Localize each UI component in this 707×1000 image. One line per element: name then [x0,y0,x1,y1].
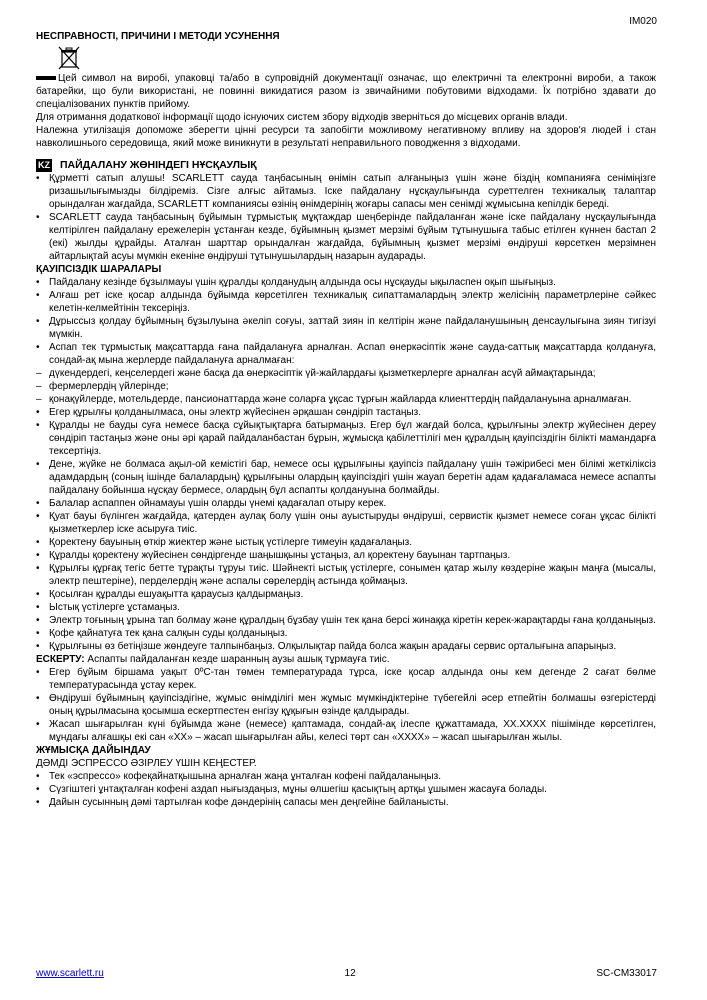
model-number: SC-CM33017 [596,968,657,979]
list-marker: • [36,641,40,652]
tips-title: ДӘМДІ ЭСПРЕССО ӘЗІРЛЕУ ҮШІН КЕҢЕСТЕР. [36,758,257,769]
intro-list [36,172,656,263]
list-item-text: қонақүйлерде, мотельдерде, пансионаттарда және соларға ұқсас тұрғын жайларда клиенттердің пайдалануына арналмаған. [49,394,632,405]
list-item-text: Құралды не бауды суға немесе басқа сұйықтықтарға батырмаңыз. Егер бұл жағдай болса, құрылғыны электр жүйесінен дереу сөндіріп тастаңыз және оны әрі қарай пайдаланбастан бұрын, жұмысқа қабілеттілігі мен құралдың қауіпсіздігін білікті мамандарға тексертіңіз. [49,420,656,457]
list-marker: • [36,784,40,795]
list-item-text: Жасап шығарылған күні бұйымда және (немесе) қаптамада, сондай-ақ ілеспе құжаттамада, XX.XXXX пішімінде көрсетілген, мұндағы алғашқы екі сан «XX» – жасап шығарылған айы, келесі төрт сан «XXXX» – жасап шығарылған жылы. [49,719,656,743]
kz-section-title: ПАЙДАЛАНУ ЖӨНІНДЕГІ НҰСҚАУЛЫҚ [60,159,257,171]
list-marker: • [36,316,40,327]
safety-list [36,276,656,653]
list-marker: • [36,537,40,548]
list-item [36,510,656,536]
caution-label: ЕСКЕРТУ: [36,654,85,665]
list-item [36,640,656,653]
list-marker: • [36,498,40,509]
list-item-text: Егер құрылғы қолданылмаса, оны электр жүйесінен әрқашан сөндіріп тастаңыз. [49,407,421,418]
safety-title: ҚАУІПСІЗДІК ШАРАЛАРЫ [36,264,162,275]
list-item [36,627,656,640]
list-item [36,289,656,315]
caution-paragraph [36,653,656,666]
list-item [36,172,656,211]
page-number: 12 [344,968,356,979]
list-marker: – [36,381,42,392]
list-item-text: фермерлердің үйлерінде; [49,381,169,392]
list-item-text: дүкендердегі, кеңселердегі және басқа да өнеркәсіптік үй-жайлардағы қызметкерлерге арналған асүй аймақтарында; [49,368,596,379]
ua-section-title: НЕСПРАВНОСТІ, ПРИЧИНИ І МЕТОДИ УСУНЕННЯ [36,31,280,42]
list-item-text: Егер бұйым біршама уақыт 0ºC-тан төмен температурада тұрса, іске қосар алдында оны кем дегенде 2 сағат бөлме температурасында ұстау керек. [49,667,656,691]
list-marker: • [36,693,40,704]
list-item [36,419,656,458]
list-item-text: Алғаш рет іске қосар алдында бұйымда көрсетілген техникалық сипаттамалардың электр желісінің параметрлеріне сәйкес келетін-келмейтінін тексеріңіз. [49,290,656,314]
list-item [36,458,656,497]
list-marker: • [36,511,40,522]
list-item [36,692,656,718]
list-marker: • [36,771,40,782]
list-item [36,783,656,796]
page-footer [36,968,657,979]
list-item-text: Дене, жүйке не болмаса ақыл-ой кемістігі бар, немесе осы құрылғыны қауіпсіз пайдалану үшін тәжірибесі мен білімі жеткіліксіз адамдардың (соның ішінде балалардың) құрылғыны олардың қауіпсіздігі үшін жауап беретін адам қадағаламаса немесе аспапты пайдалану бойынша нұсқау бермесе, олардың бұл аспапты қолдануына болмайды. [49,459,656,496]
ua-paragraph-1: Цей символ на виробі, упаковці та/або в супровідній документації означає, що електричні та електронні вироби, а також батарейки, що були використані, не повинні викидатися разом із звичайними побутовими відходами. Їх потрібно здавати до спеціалізованих пунктів прийому. [36,73,656,110]
list-item-text: SCARLETT сауда таңбасының бұйымын тұрмыстық мұқтаждар шеңберінде пайдаланған және іске пайдалану нұсқаулығында келтірілген пайдалану ережелерін ұстанған кезде, бұйымның қызмет мерзімі бұйым тұтынушыға табыс етілген күннен бастап 2 (екі) жылды құрайды. Аталған шарттар орындалған жағдайда, бұйымның қызмет мерзімі өндіруші көрсеткен мерзімнен айтарлықтай асуы мүмкін екеніне өндіруші тұтынушылардың назарын аударады. [49,212,656,262]
kz-section-header [36,159,656,172]
list-item [36,211,656,263]
website-link[interactable]: www.scarlett.ru [36,968,104,979]
list-item-text: Дұрыссыз қолдау бұйымның бұзылуына әкеліп соғуы, заттай зиян іп келтірін және пайдаланушының денсаулығына зиян тигізуі мүмкін. [49,316,656,340]
list-item-text: Балалар аспаппен ойнамауы үшін оларды үнемі қадағалап отыру керек. [49,498,387,509]
list-item [36,562,656,588]
list-item-text: Құралды қоректену жүйесінен сөндіргенде шаңышқыны ұстаңыз, ал қоректену бауынан тартпаңыз. [49,550,511,561]
list-item-text: Құрылғы құрғақ тегіс бетте тұрақты тұруы тиіс. Шәйнекті ыстық үстілерге, сонымен қатар жылу көздеріне жақын маңға (мысалы, электр пештеріне), перделердің және аспалы сөрелердің астында қоймаңыз. [49,563,656,587]
list-item [36,497,656,510]
list-item-text: Сүзгіштегі ұнтақталған кофені аздап нығыздаңыз, мұны өлшегіш қасықтың артқы ұшымен жасауға болады. [49,784,547,795]
list-item [36,718,656,744]
list-item [36,393,656,406]
list-item-text: Ыстық үстілерге ұстамаңыз. [49,602,180,613]
list-marker: • [36,797,40,808]
list-marker: • [36,563,40,574]
list-marker: • [36,290,40,301]
page-content [36,30,656,809]
list-marker: • [36,615,40,626]
list-item-text: Қоректену бауының өткір жиектер және ыстық үстілерге тимеуін қадағалаңыз. [49,537,413,548]
list-item [36,341,656,367]
kz-language-badge: KZ [38,160,50,170]
list-item-text: Өндіруші бұйымның қауіпсіздігіне, жұмыс өнімділігі мен жұмыс мүмкіндіктеріне түбегейлі әсер етпейтін болмашы өзгерістерді оның құрылмасына қосымша ескертпестен енгізу құқығын өзінде қалдырады. [49,693,656,717]
list-item [36,406,656,419]
list-item [36,276,656,289]
list-item-text: Тек «эспрессо» кофеқайнатқышына арналған жаңа ұнталған кофені пайдаланыңыз. [49,771,441,782]
list-item [36,614,656,627]
list-marker: • [36,407,40,418]
list-item [36,588,656,601]
list-item [36,315,656,341]
notes-list [36,666,656,744]
tips-list [36,770,656,809]
crossed-bin-icon [58,46,80,70]
list-marker: • [36,667,40,678]
list-item-text: Дайын сусынның дәмі тартылған кофе дәндерінің сапасы мен деңгейіне байланысты. [49,797,449,808]
list-marker: – [36,394,42,405]
ua-paragraph-3: Належна утилізація допоможе зберегти цінні ресурси та запобігти можливому негативному впливу на здоров'я людей і стан навколишнього середовища, який може виникнути в результаті неправильного поводження з відходами. [36,125,656,149]
list-item [36,380,656,393]
list-item-text: Қуат бауы бүлінген жағдайда, қатерден аулақ болу үшін оны ауыстыруды өндіруші, сервистік қызмет немесе соған ұқсас білікті қызметкерлер іске асыруға тиіс. [49,511,656,535]
list-item [36,796,656,809]
list-item-text: Құрылғыны өз бетіңізше жөндеуге талпынбаңыз. Олқылықтар пайда болса жақын арадағы сервис орталығына апарыңыз. [49,641,617,652]
ua-paragraph-2: Для отримання додаткової інформації щодо існуючих систем збору відходів зверніться до місцевих органів влади. [36,112,568,123]
list-marker: • [36,173,40,184]
caution-text: Аспапты пайдаланған кезде шаранның аузы ашық тұрмауға тиіс. [84,654,390,665]
list-marker: • [36,342,40,353]
list-item-text: Аспап тек тұрмыстық мақсаттарда ғана пайдалануға арналған. Аспап өнеркәсіптік және сауда-саттық мақсаттарда қолдануға, сондай-ақ мына жерлерде пайдалануға арналмаған: [49,342,656,366]
list-item-text: Қофе қайнатуға тек қана салқын суды қолданыңыз. [49,628,288,639]
list-item [36,367,656,380]
list-item [36,549,656,562]
list-item-text: Қосылған құралды ешуақытта қараусыз қалдырмаңыз. [49,589,304,600]
list-marker: • [36,277,40,288]
list-marker: – [36,368,42,379]
list-item-text: Пайдалану кезінде бұзылмауы үшін құралды қолданудың алдында осы нұсқауды ықыласпен оқып шығыңыз. [49,277,556,288]
list-item [36,601,656,614]
list-marker: • [36,420,40,431]
list-marker: • [36,459,40,470]
list-marker: • [36,628,40,639]
list-marker: • [36,602,40,613]
list-marker: • [36,719,40,730]
list-item [36,666,656,692]
list-item-text: Электр тоғының ұрына тап болмау және құралдың бұзбау үшін тек қана берсі жинаққа кіретін керек-жарақтарды ғана қолданыңыз. [49,615,656,626]
black-bar-symbol [36,76,56,80]
document-code: IM020 [629,16,657,27]
preparation-title: ЖҰМЫСҚА ДАЙЫНДАУ [36,745,151,756]
list-item [36,770,656,783]
list-item [36,536,656,549]
list-marker: • [36,550,40,561]
list-item-text: Құрметті сатып алушы! SCARLETT сауда таңбасының өнімін сатып алғаныңыз үшін және біздің компанияға сеніміңізге ризашылығымызды білдіреміз. Сізге алғыс айтамыз. Іске пайдалану нұсқаулығында суреттелген техникалық талаптар орындалған жағдайда, SCARLETT компаниясы өзінің өнімдерінің жоғары сапасы мен сенімді жұмысына кепілдік береді. [49,173,656,210]
list-marker: • [36,589,40,600]
list-marker: • [36,212,40,223]
